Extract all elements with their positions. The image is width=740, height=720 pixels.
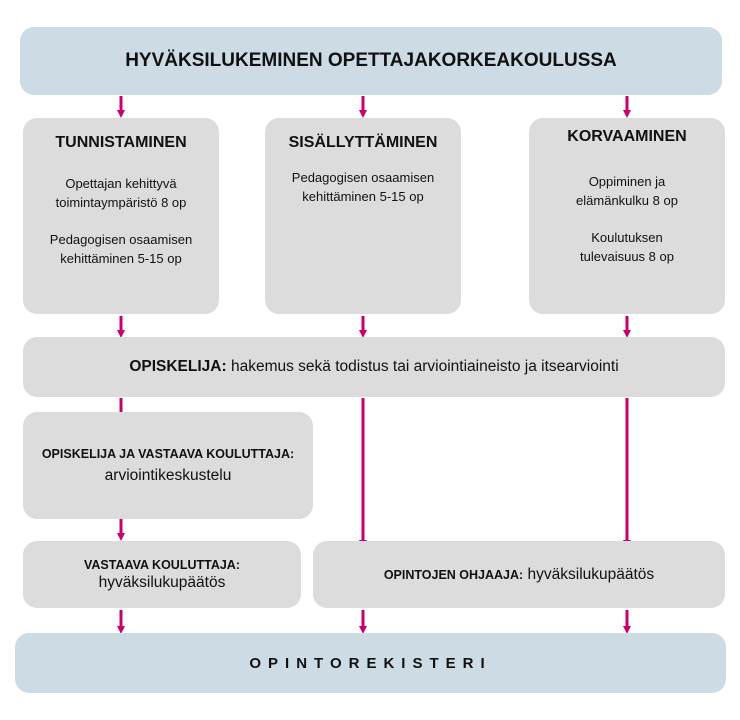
column-title: KORVAAMINEN [567, 128, 687, 145]
footer-box [15, 633, 726, 693]
column-item: Oppiminen ja elämänkulku 8 op [576, 174, 678, 208]
column-item: Pedagogisen osaamisen kehittäminen 5-15 op [291, 170, 435, 204]
student-application-row [23, 337, 725, 397]
student-text: hakemus sekä todistus tai arviointiaineisto ja itsearviointi [226, 358, 619, 375]
column-sisallyttaminen [265, 118, 461, 314]
student-label: OPISKELIJA: [129, 358, 227, 375]
header-box [20, 27, 722, 95]
column-title: TUNNISTAMINEN [55, 134, 187, 151]
trainer-label: VASTAAVA KOULUTTAJA: [83, 557, 240, 572]
column-tunnistaminen [23, 118, 219, 314]
header-title: HYVÄKSILUKEMINEN OPETTAJAKORKEAKOULUSSA [125, 50, 617, 71]
advisor-label: OPINTOJEN OHJAAJA: [383, 567, 524, 582]
column-item: Koulutuksen tulevaisuus 8 op [580, 230, 674, 264]
column-item: Opettajan kehittyvä toimintaympäristö 8 op [55, 176, 187, 210]
discussion-box [23, 412, 313, 519]
footer-title: OPINTOREKISTERI [249, 654, 492, 672]
discussion-text: arviointikeskustelu [104, 466, 232, 484]
advisor-decision-box [313, 541, 725, 608]
discussion-label: OPISKELIJA JA VASTAAVA KOULUTTAJA: [41, 446, 295, 461]
column-title: SISÄLLYTTÄMINEN [288, 134, 438, 151]
advisor-text: hyväksilukupäätös [523, 565, 655, 583]
column-item: Pedagogisen osaamisen kehittäminen 5-15 op [49, 232, 193, 266]
column-korvaaminen [529, 118, 725, 314]
trainer-text: hyväksilukupäätös [98, 573, 226, 591]
trainer-decision-box [23, 541, 301, 608]
